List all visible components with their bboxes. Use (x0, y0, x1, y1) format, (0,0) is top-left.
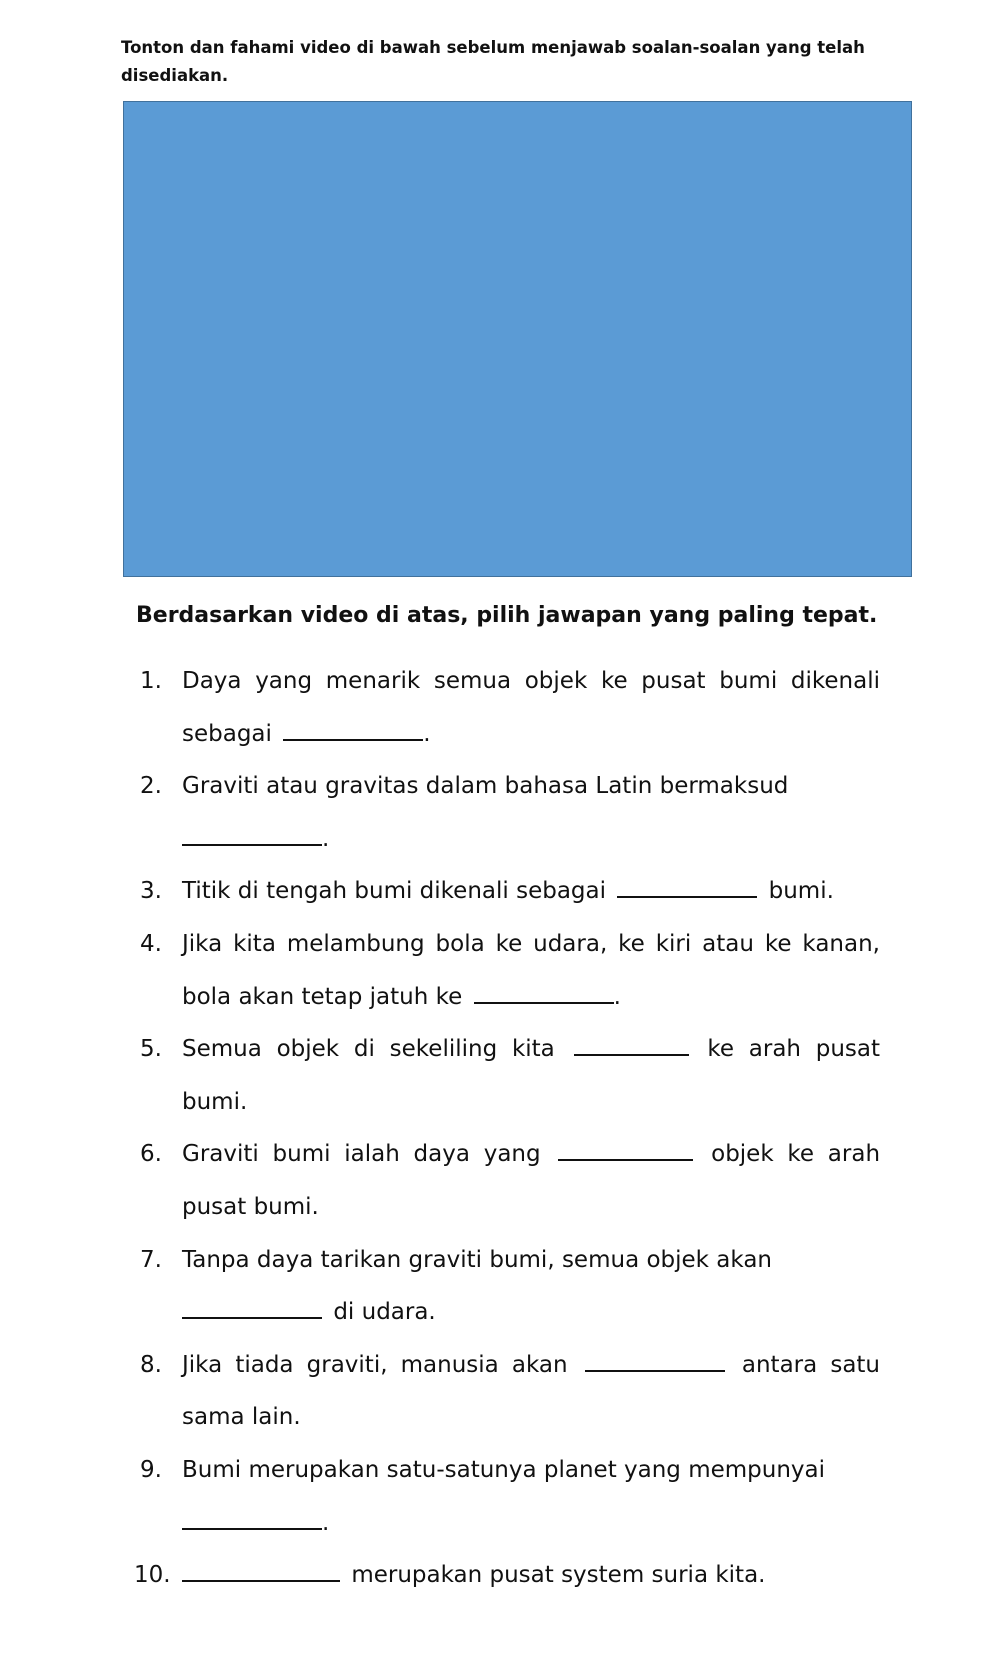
question-heading: Berdasarkan video di atas, pilih jawapan yang paling tepat. (136, 603, 878, 628)
answer-blank[interactable] (574, 1053, 689, 1056)
question-item (134, 1549, 880, 1602)
answer-blank[interactable] (182, 1316, 322, 1319)
answer-blank[interactable] (182, 843, 322, 846)
question-number: 2. (140, 773, 162, 800)
question-item (140, 1444, 880, 1549)
answer-blank[interactable] (283, 738, 423, 741)
question-number: 9. (140, 1456, 162, 1483)
instruction-text (121, 34, 881, 90)
question-number: 4. (140, 930, 162, 957)
instruction-line-2: disediakan. (121, 66, 229, 85)
question-item (140, 1339, 880, 1444)
question-item (140, 1234, 880, 1339)
question-item (140, 918, 880, 1023)
question-item (140, 865, 880, 918)
question-text: Graviti bumi ialah daya yang objek ke arah pusat bumi. (182, 1141, 881, 1220)
question-number: 1. (140, 668, 162, 694)
question-text: Daya yang menarik semua objek ke pusat bumi dikenali sebagai . (182, 668, 880, 747)
question-text: Semua objek di sekeliling kita ke arah pusat bumi. (182, 1036, 881, 1115)
question-text: merupakan pusat system suria kita. (182, 1549, 880, 1602)
question-text: Jika kita melambung bola ke udara, ke kiri atau ke kanan, bola akan tetap jatuh ke . (182, 930, 880, 1010)
answer-blank[interactable] (617, 895, 757, 898)
question-number: 6. (140, 1141, 162, 1168)
question-text: Jika tiada graviti, manusia akan antara satu sama lain. (182, 1351, 881, 1431)
question-list (134, 655, 881, 1602)
answer-blank[interactable] (182, 1527, 322, 1530)
question-item (140, 1128, 880, 1233)
answer-blank[interactable] (182, 1579, 340, 1582)
question-text: Graviti atau gravitas dalam bahasa Latin bermaksud . (182, 773, 789, 852)
question-item (140, 760, 880, 865)
question-number: 7. (140, 1246, 162, 1273)
question-number: 3. (140, 878, 162, 905)
video-embed[interactable] (123, 101, 912, 577)
answer-blank[interactable] (585, 1369, 725, 1372)
answer-blank[interactable] (474, 1001, 614, 1004)
question-item (140, 1023, 880, 1128)
question-text: Titik di tengah bumi dikenali sebagai bumi. (182, 878, 834, 905)
question-item (140, 655, 880, 760)
question-text: Bumi merupakan satu-satunya planet yang mempunyai . (182, 1456, 826, 1536)
question-text: Tanpa daya tarikan graviti bumi, semua objek akan di udara. (182, 1246, 772, 1326)
question-number: 10. (134, 1562, 171, 1589)
question-number: 8. (140, 1351, 162, 1378)
answer-blank[interactable] (558, 1158, 693, 1161)
instruction-line-1: Tonton dan fahami video di bawah sebelum menjawab soalan-soalan yang telah (121, 38, 865, 57)
question-number: 5. (140, 1036, 162, 1063)
